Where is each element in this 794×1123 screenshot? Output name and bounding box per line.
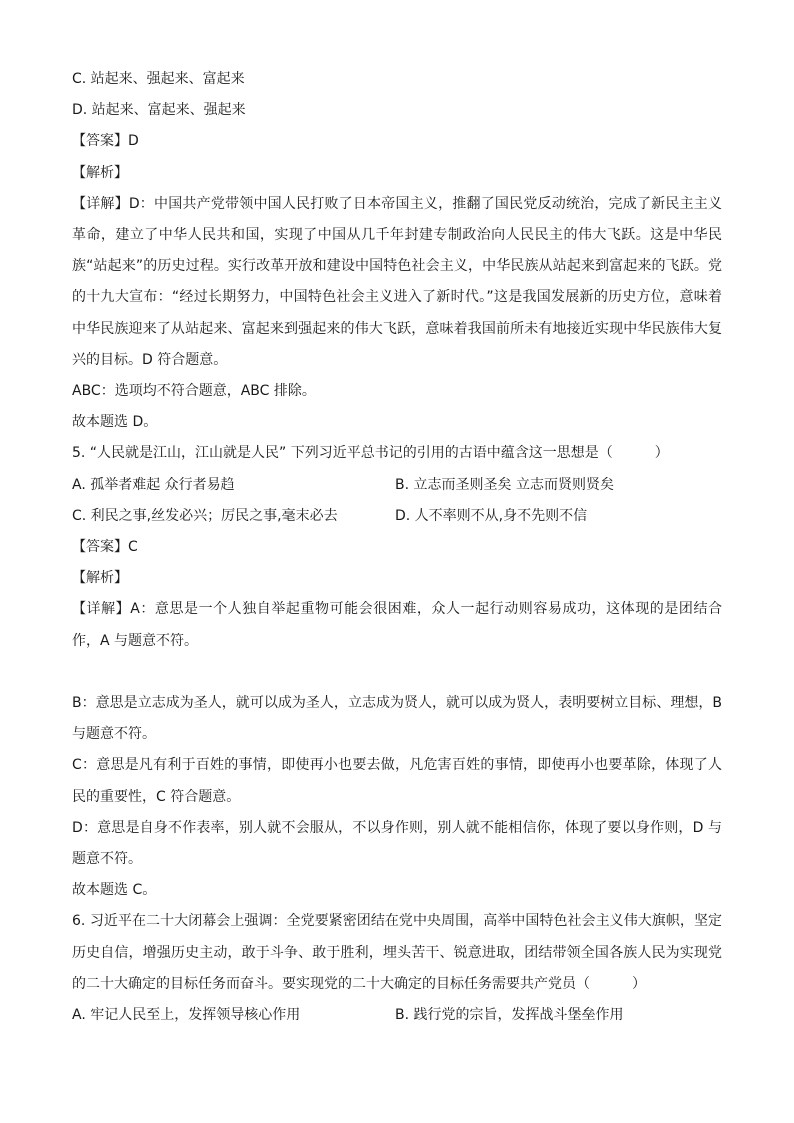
q5-analysis-label: 【解析】 (72, 570, 128, 587)
q5-options-row-2 (72, 501, 722, 532)
q4-option-d: D. 站起来、富起来、强起来 (72, 102, 246, 119)
q5-detail-c: C：意思是凡有利于百姓的事情，即使再小也要去做，凡危害百姓的事情，即使再小也要革除，体现了人民的重要性，C 符合题意。 (72, 757, 722, 805)
q5-detail-a: 【详解】A：意思是一个人独自举起重物可能会很困难，众人一起行动则容易成功，这体现的是团结合作，A 与题意不符。 (72, 601, 722, 649)
q5-options-row-1 (72, 470, 722, 501)
q6-options-row-1 (72, 1000, 722, 1031)
q5-detail-b: B：意思是立志成为圣人，就可以成为圣人，立志成为贤人，就可以成为贤人，表明要树立目标、理想，B 与题意不符。 (72, 695, 722, 743)
q6-option-a: A. 牢记人民至上，发挥领导核心作用 (72, 1007, 301, 1024)
q4-answer: 【答案】D (72, 133, 139, 150)
q5-option-b: B. 立志而圣则圣矣 立志而贤则贤矣 (395, 476, 614, 493)
q5-option-d: D. 人不率则不从,身不先则不信 (395, 507, 588, 524)
q4-option-c: C. 站起来、强起来、富起来 (72, 71, 245, 87)
q6-stem: 6. 习近平在二十大闭幕会上强调：全党要紧密团结在党中央周围，高举中国特色社会主义伟大旗帜，坚定历史自信，增强历史主动，敢于斗争、敢于胜利，埋头苦干、锐意进取，团结带领全国各族人民为实现党的二十大确定的目标任务而奋斗。要实现党的二十大确定的目标任务需要共产党员（ ） (72, 913, 722, 992)
q5-stem: 5. “人民就是江山，江山就是人民” 下列习近平总书记的引用的古语中蕴含这一思想是（ ） (72, 445, 669, 462)
blank-line (72, 657, 722, 688)
q5-option-c: C. 利民之事,丝发必兴；厉民之事,毫末必去 (72, 507, 338, 524)
q6-option-b: B. 践行党的宗旨，发挥战斗堡垒作用 (395, 1007, 624, 1024)
q5-detail-d: D：意思是自身不作表率，别人就不会服从，不以身作则，别人就不能相信你，体现了要以身作则，D 与题意不符。 (72, 819, 722, 868)
q5-answer: 【答案】C (72, 539, 138, 556)
q5-option-a: A. 孤举者难起 众行者易趋 (72, 476, 235, 493)
q4-abc-note: ABC：选项均不符合题意，ABC 排除。 (72, 383, 316, 400)
q4-analysis-label: 【解析】 (72, 164, 128, 181)
q5-conclusion: 故本题选 C。 (72, 882, 157, 899)
q4-detail: 【详解】D：中国共产党带领中国人民打败了日本帝国主义，推翻了国民党反动统治，完成了新民主主义革命，建立了中华人民共和国，实现了中国从几千年封建专制政治向人民民主的伟大飞跃。这是中华民族“站起来”的历史过程。实行改革开放和建设中国特色社会主义，中华民族从站起来到富起来的飞跃。党的十九大宣布：“经过长期努力，中国特色社会主义进入了新时代。”这是我国发展新的历史方位，意味着中华民族迎来了从站起来、富起来到强起来的伟大飞跃，意味着我国前所未有地接近实现中华民族伟大复兴的目标。D 符合题意。 (72, 195, 722, 368)
q4-conclusion: 故本题选 D。 (72, 414, 158, 431)
